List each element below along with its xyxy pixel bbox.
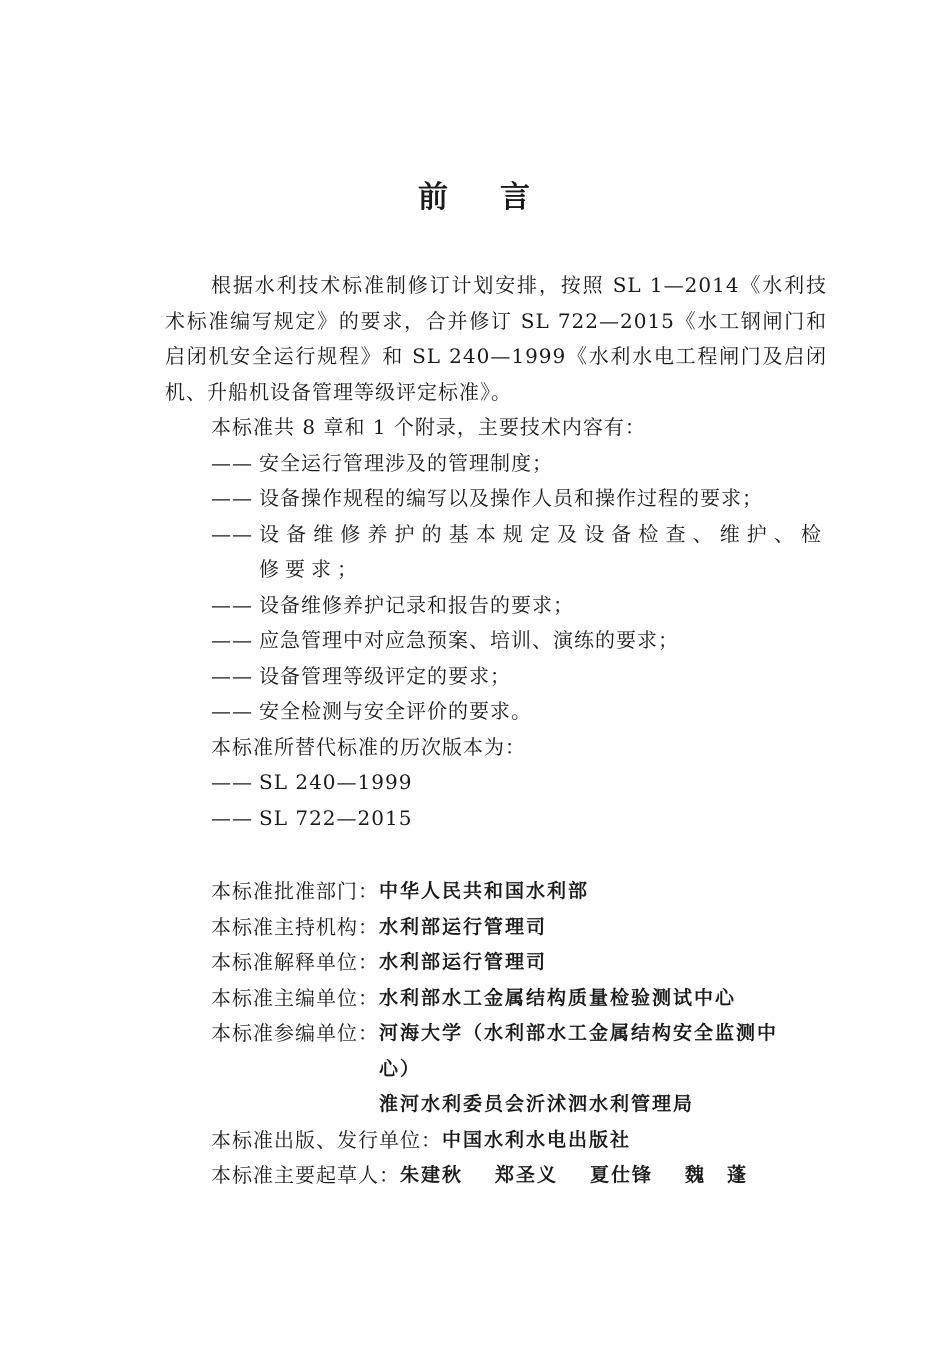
title-char-1: 前 bbox=[418, 180, 450, 215]
chapters-line: 本标准共 8 章和 1 个附录，主要技术内容有： bbox=[211, 415, 646, 439]
dash-mark: —— bbox=[211, 805, 253, 830]
page-title bbox=[0, 172, 950, 216]
credit-interpretation: 本标准解释单位： 水利部运行管理司 bbox=[211, 950, 548, 974]
content-item: —— 设备维修养护记录和报告的要求； bbox=[165, 588, 827, 624]
participating-unit-2: 淮河水利委员会沂沭泗水利管理局 bbox=[379, 1093, 695, 1115]
drafter-name: 郑圣义 bbox=[495, 1164, 559, 1186]
dash-mark: —— bbox=[211, 450, 253, 475]
credit-publisher: 本标准出版、发行单位： 中国水利水电出版社 bbox=[211, 1127, 632, 1152]
credits-block bbox=[211, 874, 831, 1194]
content-item: —— 设备操作规程的编写以及操作人员和操作过程的要求； bbox=[165, 481, 827, 517]
dash-mark: —— bbox=[211, 521, 253, 546]
dash-mark: —— bbox=[211, 592, 253, 617]
credit-drafters: 本标准主要起草人： 朱建秋 郑圣义 夏仕锋 魏 蓬 bbox=[211, 1158, 831, 1194]
dash-mark: —— bbox=[211, 699, 253, 723]
participating-unit-1: 河海大学（水利部水工金属结构安全监测中心） bbox=[379, 1022, 779, 1080]
dash-mark: —— bbox=[211, 486, 253, 510]
drafter-name: 魏 蓬 bbox=[685, 1164, 749, 1186]
content-item: —— 设备维修养护的基本规定及设备检查、维护、检修要求； bbox=[165, 517, 827, 588]
intro-paragraph: 根据水利技术标准制修订计划安排，按照 SL 1—2014《水利技术标准编写规定》的要求，合并修订 SL 722—2015《水工钢闸门和启闭机安全运行规程》和 SL 240—1999《水利水电工程闸门及启闭机、升船机设备管理等级评定标准》。 bbox=[165, 273, 827, 404]
dash-mark: —— bbox=[211, 663, 253, 688]
dash-mark: —— bbox=[211, 628, 253, 652]
credit-host: 本标准主持机构： 水利部运行管理司 bbox=[211, 914, 548, 939]
drafter-name: 夏仕锋 bbox=[590, 1164, 654, 1186]
dash-mark: —— bbox=[211, 770, 253, 794]
foreword-body bbox=[165, 268, 827, 836]
credit-participating: 本标准参编单位： 河海大学（水利部水工金属结构安全监测中心） 淮河水利委员会沂沭泗水利管理局 bbox=[211, 1016, 831, 1123]
title-char-2: 言 bbox=[500, 180, 532, 215]
replaced-item: —— SL 722—2015 bbox=[165, 801, 827, 837]
content-item: —— 设备管理等级评定的要求； bbox=[165, 659, 827, 695]
content-item: —— 安全运行管理涉及的管理制度； bbox=[165, 446, 827, 482]
replaced-heading: 本标准所替代标准的历次版本为： bbox=[211, 734, 526, 759]
drafter-name: 朱建秋 bbox=[400, 1164, 464, 1186]
credit-chief-editor: 本标准主编单位： 水利部水工金属结构质量检验测试中心 bbox=[211, 985, 737, 1010]
content-item: —— 应急管理中对应急预案、培训、演练的要求； bbox=[165, 623, 827, 659]
replaced-item: —— SL 240—1999 bbox=[165, 765, 827, 801]
content-item: —— 安全检测与安全评价的要求。 bbox=[165, 694, 827, 730]
credit-approval: 本标准批准部门： 中华人民共和国水利部 bbox=[211, 879, 590, 903]
